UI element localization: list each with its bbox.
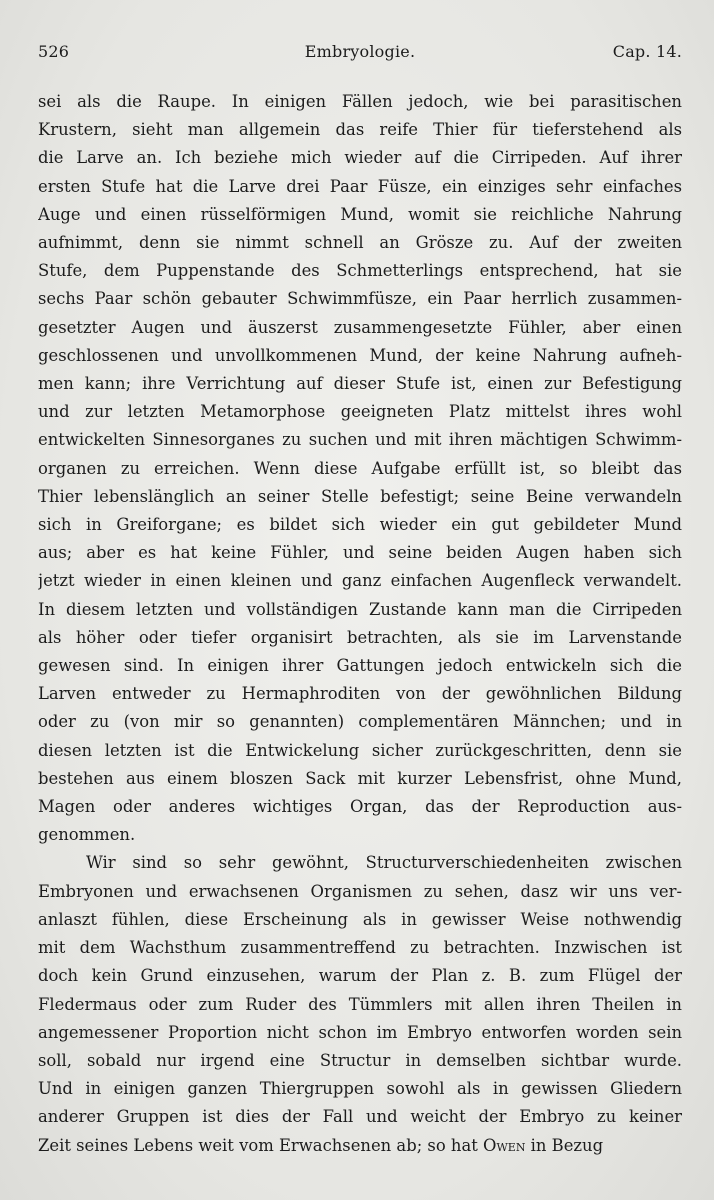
text-line: aus; aber es hat keine Fühler, und seine beiden Augen haben sich: [38, 543, 682, 563]
text-line: diesen letzten ist die Entwickelung sicher zurückgeschritten, denn sie: [38, 740, 682, 760]
text-line: sei als die Raupe. In einigen Fällen jedoch, wie bei parasitischen: [38, 92, 682, 111]
text-line: sechs Paar schön gebauter Schwimmfüsze, ein Paar herrlich zusammen-: [38, 289, 682, 309]
text-line: Wir sind so sehr gewöhnt, Structurverschiedenheiten zwischen: [86, 853, 682, 873]
running-head: [38, 42, 682, 68]
text-line: als höher oder tiefer organisirt betrachten, als sie im Larvenstande: [38, 627, 682, 647]
text-line: Larven entweder zu Hermaphroditen von der gewöhnlichen Bildung: [38, 684, 682, 704]
text-line: ersten Stufe hat die Larve drei Paar Füsze, ein einziges sehr einfaches: [38, 176, 682, 196]
page-number: 526: [38, 42, 70, 61]
text-line: gesetzter Augen und äuszerst zusammengesetzte Fühler, aber einen: [38, 317, 682, 337]
text-line: die Larve an. Ich beziehe mich wieder auf die Cirripeden. Auf ihrer: [38, 148, 682, 168]
text-line: Auge und einen rüsselförmigen Mund, womit sie reichliche Nahrung: [38, 204, 682, 224]
body-text: [38, 88, 682, 1160]
text-line: angemessener Proportion nicht schon im Embryo entworfen worden sein: [38, 1022, 682, 1042]
author-name: Owen: [483, 1135, 526, 1155]
text-line: entwickelten Sinnesorganes zu suchen und mit ihren mächtigen Schwimm-: [38, 430, 682, 450]
text-line: Fledermaus oder zum Ruder des Tümmlers mit allen ihren Theilen in: [38, 994, 682, 1014]
text-line: Magen oder anderes wichtiges Organ, das der Reproduction aus-: [38, 797, 682, 817]
text-line: anlaszt fühlen, diese Erscheinung als in gewisser Weise nothwendig: [38, 909, 682, 929]
text-line: und zur letzten Metamorphose geeigneten Platz mittelst ihres wohl: [38, 402, 682, 422]
text-line: organen zu erreichen. Wenn diese Aufgabe erfüllt ist, so bleibt das: [38, 458, 682, 478]
text-line: Und in einigen ganzen Thiergruppen sowohl als in gewissen Gliedern: [38, 1079, 682, 1099]
text-line: soll, sobald nur irgend eine Structur in demselben sichtbar wurde.: [38, 1050, 682, 1070]
text-line: sich in Greiforgane; es bildet sich wieder ein gut gebildeter Mund: [38, 515, 682, 535]
chapter-label: Cap. 14.: [612, 42, 682, 61]
text-line: Krustern, sieht man allgemein das reife Thier für tieferstehend als: [38, 120, 682, 140]
text-line: aufnimmt, denn sie nimmt schnell an Grösze zu. Auf der zweiten: [38, 233, 682, 253]
text-line: geschlossenen und unvollkommenen Mund, der keine Nahrung aufneh-: [38, 345, 682, 365]
text-line: Zeit seines Lebens weit vom Erwachsenen ab; so hat Owen in Bezug: [38, 1135, 604, 1155]
text-line: anderer Gruppen ist dies der Fall und weicht der Embryo zu keiner: [38, 1107, 682, 1127]
text-line: genommen.: [38, 825, 136, 845]
text-line: doch kein Grund einzusehen, warum der Plan z. B. zum Flügel der: [38, 966, 682, 986]
running-title: Embryologie.: [304, 42, 416, 61]
text-line: gewesen sind. In einigen ihrer Gattungen jedoch entwickeln sich die: [38, 656, 682, 676]
paragraph: [38, 849, 682, 1159]
text-line: In diesem letzten und vollständigen Zustande kann man die Cirripeden: [38, 599, 682, 619]
paragraph: [38, 88, 682, 849]
text-line: jetzt wieder in einen kleinen und ganz einfachen Augenfleck verwandelt.: [38, 571, 682, 591]
text-line: mit dem Wachsthum zusammentreffend zu betrachten. Inzwischen ist: [38, 938, 682, 958]
text-line: oder zu (von mir so genannten) complementären Männchen; und in: [38, 712, 682, 732]
book-page: [38, 42, 682, 1160]
text-line: Embryonen und erwachsenen Organismen zu sehen, dasz wir uns ver-: [38, 881, 682, 901]
text-line: bestehen aus einem bloszen Sack mit kurzer Lebensfrist, ohne Mund,: [38, 768, 682, 788]
text-line: Stufe, dem Puppenstande des Schmetterlings entsprechend, hat sie: [38, 261, 682, 281]
text-line: men kann; ihre Verrichtung auf dieser Stufe ist, einen zur Befestigung: [38, 374, 682, 394]
text-line: Thier lebenslänglich an seiner Stelle befestigt; seine Beine verwandeln: [38, 486, 682, 506]
